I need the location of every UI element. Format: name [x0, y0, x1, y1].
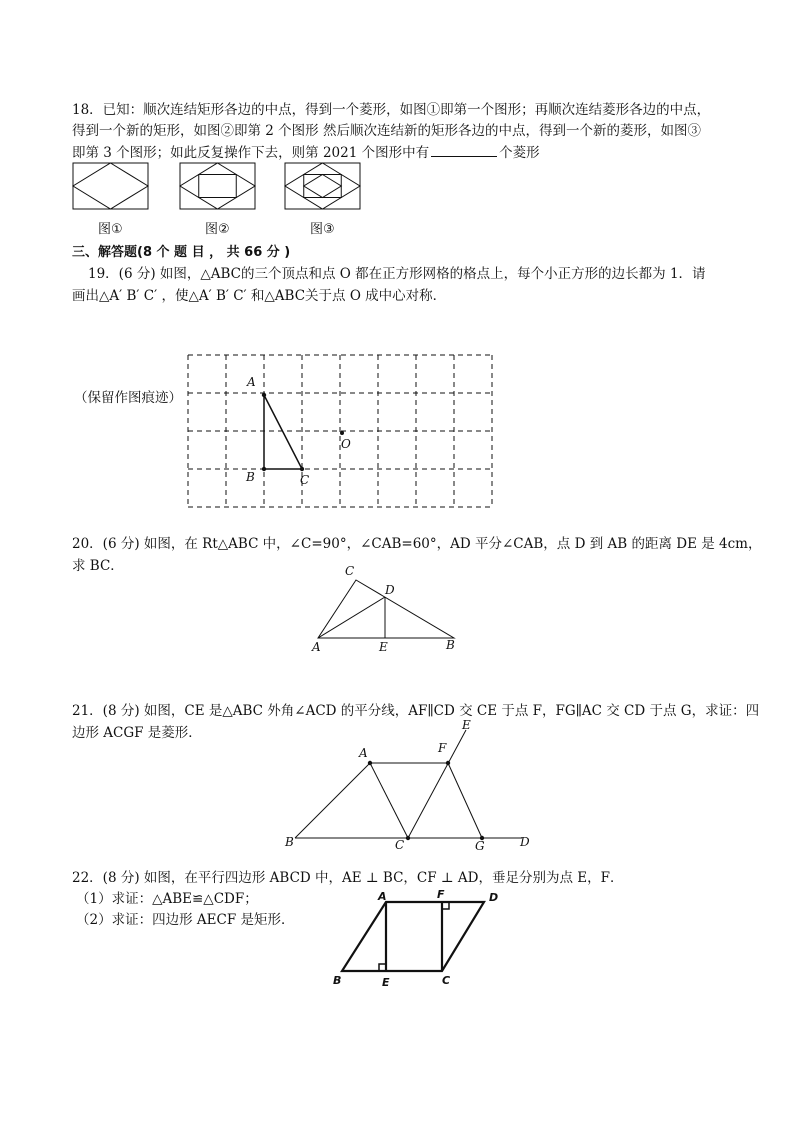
- q22-parallelogram-figure: [0, 885, 794, 995]
- figure-3-caption: 图③: [310, 222, 335, 237]
- q18-line-1: 18．已知：顺次连结矩形各边的中点，得到一个菱形，如图①即第一个图形；再顺次连结菱形各边的中点，: [72, 102, 711, 118]
- q19-note: （保留作图痕迹）: [74, 390, 182, 406]
- label-d: D: [520, 835, 530, 849]
- figure-1: [73, 163, 148, 209]
- q18-line-2: 得到一个新的矩形，如图②即第 2 个图形 然后顺次连结新的矩形各边的中点，得到一个新的菱形，如图③: [72, 123, 701, 139]
- label-e: E: [379, 640, 388, 654]
- answer-blank[interactable]: [431, 142, 497, 157]
- point-c: [406, 836, 410, 840]
- q20-line-2: 求 BC．: [72, 558, 124, 574]
- label-c: C: [442, 974, 451, 987]
- label-b: B: [446, 638, 455, 652]
- point-f: [446, 761, 450, 765]
- label-e: E: [382, 976, 390, 989]
- point-a: [368, 761, 372, 765]
- q18-line-3-end: 个菱形: [499, 145, 540, 161]
- label-b: B: [333, 974, 342, 987]
- label-f: F: [437, 888, 445, 901]
- q21-rhombus-figure: [0, 718, 794, 853]
- q20-triangle-figure: [0, 560, 794, 660]
- label-f: F: [438, 741, 447, 755]
- q19-line-2: 画出△A′ B′ C′ ，使△A′ B′ C′ 和△ABC关于点 O 成中心对称．: [72, 288, 447, 304]
- label-d: D: [385, 583, 395, 597]
- triangle-abc: [264, 395, 302, 469]
- label-o: O: [341, 437, 351, 451]
- q22-line-1: 22．(8 分) 如图，在平行四边形 ABCD 中，AE ⊥ BC，CF ⊥ AD，垂足分别为点 E，F．: [72, 870, 624, 886]
- figure-2-caption: 图②: [205, 222, 230, 237]
- q18-figures: [0, 160, 794, 220]
- q19-line-1: 19．(6 分) 如图，△ABC的三个顶点和点 O 都在正方形网格的格点上，每个小正方形的边长都为 1．请: [88, 266, 706, 282]
- label-a: A: [359, 746, 368, 760]
- section-title: 三、解答题(8 个 题 目 ， 共 66 分 ): [72, 245, 291, 260]
- label-a: A: [312, 640, 321, 654]
- point-b: [262, 467, 266, 471]
- label-c: C: [345, 564, 355, 578]
- label-c: C: [395, 838, 405, 852]
- label-c: C: [300, 473, 310, 487]
- label-g: G: [475, 839, 485, 853]
- q22-part-1: （1）求证：△ABE≌△CDF；: [76, 891, 258, 907]
- point-o: [340, 431, 344, 435]
- q21-line-1: 21．(8 分) 如图，CE 是△ABC 外角∠ACD 的平分线，AF∥CD 交 CE 于点 F，FG∥AC 交 CD 于点 G，求证：四: [72, 703, 760, 719]
- point-c: [300, 467, 304, 471]
- q22-part-2: （2）求证：四边形 AECF 是矩形．: [76, 912, 295, 928]
- label-b: B: [285, 835, 294, 849]
- q20-line-1: 20．(6 分) 如图，在 Rt△ABC 中，∠C=90°，∠CAB=60°，AD 平分∠CAB，点 D 到 AB 的距离 DE 是 4cm，: [72, 536, 762, 552]
- figure-1-caption: 图①: [98, 222, 123, 237]
- point-a: [262, 393, 266, 397]
- figure-2: [180, 163, 255, 209]
- q21-line-2: 边形 ACGF 是菱形．: [72, 725, 202, 741]
- square-grid: [188, 355, 494, 507]
- q18-line-3-text: 即第 3 个图形；如此反复操作下去，则第 2021 个图形中有: [72, 145, 430, 161]
- label-a: A: [247, 375, 256, 389]
- label-a: A: [378, 890, 387, 903]
- label-e: E: [462, 718, 471, 732]
- q19-grid-figure: [0, 340, 794, 540]
- label-d: D: [489, 891, 499, 904]
- label-b: B: [246, 470, 255, 484]
- figure-3: [285, 163, 360, 209]
